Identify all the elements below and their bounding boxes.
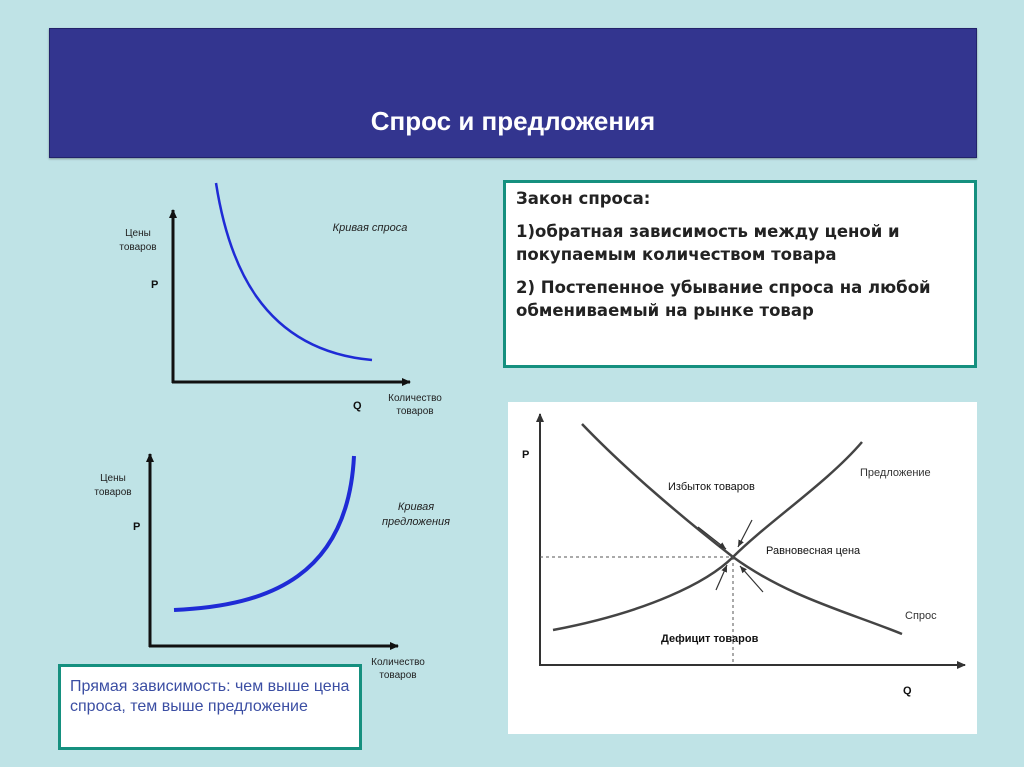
demand-x-label-1: Количество [388,393,442,404]
supply-curve [174,456,354,610]
supply-y-label-1: Цены [100,473,126,484]
demand-curve-label: Кривая спроса [332,222,408,234]
equil-demand-curve [582,424,902,634]
equilibrium-chart [508,402,977,734]
demand-p-label: P [151,279,159,291]
law-item-2: 2) Постепенное убывание спроса на любой обмениваемый на рынке товар [516,278,931,320]
slide-title: Спрос и предложения [370,106,656,136]
surplus-label: Избыток товаров [668,481,755,493]
law-item-1: 1)обратная зависимость между ценой и покупаемым количеством товара [516,222,900,264]
supply-curve-label-2: предложения [381,516,451,528]
demand-x-label-2: товаров [396,406,434,417]
demand-law-box [503,180,977,368]
supply-p-label: P [133,521,141,533]
supply-y-label-2: товаров [94,487,132,498]
supply-curve-label-1: Кривая [397,501,435,513]
equil-q-label: Q [903,685,912,697]
equilibrium-panel [508,402,977,734]
surplus-arrow-left [698,527,726,549]
demand-curve [216,183,372,360]
direct-relationship-text: Прямая зависимость: чем выше цена спроса, тем выше предложение [70,678,350,715]
demand-y-label-2: товаров [119,242,157,253]
supply-chart [94,454,450,681]
supply-x-label-2: товаров [379,670,417,681]
equil-supply-label: Предложение [860,467,931,479]
direct-relationship-box [58,664,362,750]
demand-q-label: Q [353,400,362,412]
equilibrium-price-label: Равновесная цена [766,545,861,557]
equil-demand-label: Спрос [905,610,937,622]
supply-x-label-1: Количество [371,657,425,668]
law-heading: Закон спроса: [516,189,651,208]
deficit-label: Дефицит товаров [661,633,759,645]
demand-y-label-1: Цены [125,228,151,239]
equil-p-label: P [522,449,530,461]
